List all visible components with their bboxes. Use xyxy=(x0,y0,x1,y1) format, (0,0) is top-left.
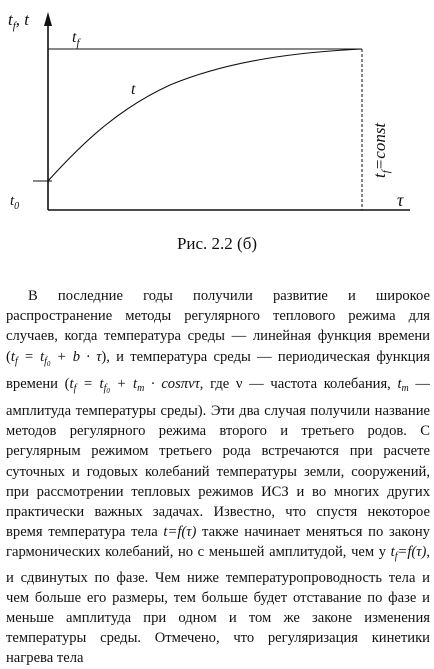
y-axis-label: $t_f$, t xyxy=(8,10,30,32)
text-part-5: также начинает меняться по закону гармонических колебаний, но с меньшей амплитудой, чем у xyxy=(6,524,430,561)
formula-tf-f-tau: $t_f=f(\tau)$ xyxy=(390,544,427,563)
formula-linear: $t_f = t_{f_0} + b \cdot \tau$ xyxy=(10,348,102,368)
text-part-2: ), и температура среды — периодическая функция времени ( xyxy=(6,348,430,392)
figure xyxy=(0,0,434,220)
formula-periodic: $t_f = t_{f_0} + t_m \cdot \cos\pi\nu\tau$ xyxy=(69,375,200,395)
text-part-1: В последние годы получили развитие и широкое распространение методы регулярного теплового режима для случаев, когда температура среды — линейная функция времени ( xyxy=(6,288,430,365)
formula-t-f-tau: t=f(τ) xyxy=(163,524,197,541)
tm-symbol: $t_m$ xyxy=(397,375,409,394)
tf-line-label: $t_f$ xyxy=(72,29,80,49)
paragraph xyxy=(6,286,430,669)
text-part-3: , где ν — частота колебания, xyxy=(199,375,398,392)
x-axis-label: τ xyxy=(397,190,404,210)
t-curve xyxy=(48,49,362,181)
curve-label: t xyxy=(131,81,136,98)
const-label: $t_f=const$ xyxy=(370,122,392,178)
text-part-6: , и сдвинутых по фазе. Чем ниже температуропроводность тела и чем больше его размеры, тем больше будет отставание по фазе и меньше амплитуда при одном и том же законе изменения температуры среды. Отмечено, что регуляризация кинетики нагрева тела xyxy=(6,544,430,667)
temperature-graph xyxy=(0,0,434,220)
figure-caption: Рис. 2.2 (б) xyxy=(176,234,258,253)
body-text xyxy=(6,286,430,669)
y-axis-arrow xyxy=(44,12,52,26)
t0-label: $t_0$ xyxy=(10,193,20,212)
text-part-4: — амплитуда температуры среды). Эти два случая получили название методов регулярного режима второго и третьего родов. С регулярным режимом третьего рода встречаются при расчете суточных и годовых колебаний температуры земли, сооружений, при рассмотрении тепловых режимов ИСЗ и во многих других практически важных задачах. Известно, что спустя некоторое время температура тела xyxy=(6,375,431,541)
